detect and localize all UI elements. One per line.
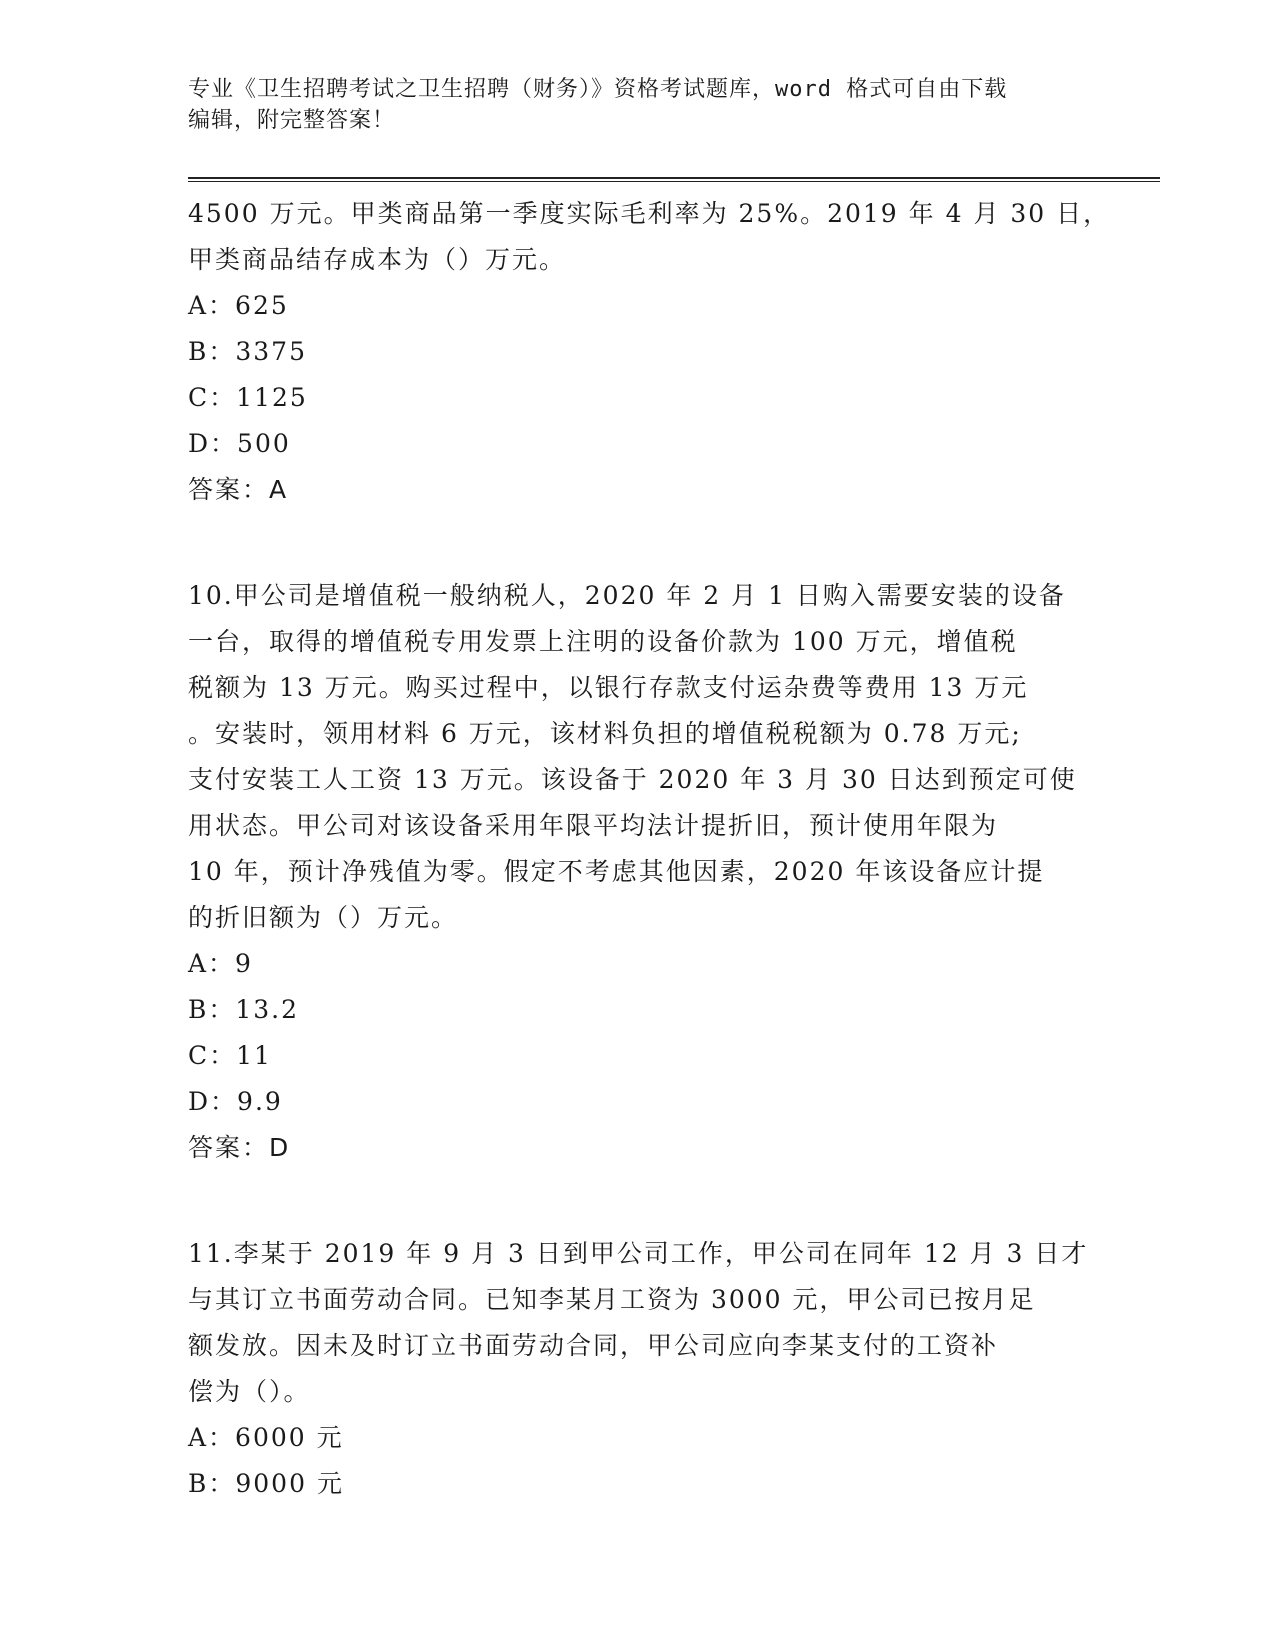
question-text-line: 10 年，预计净残值为零。假定不考虑其他因素，2020 年该设备应计提 (188, 857, 1045, 886)
question-text-line: 甲类商品结存成本为（）万元。 (188, 245, 567, 274)
document-header (188, 74, 1088, 136)
option-a: A：6000 元 (188, 1423, 344, 1452)
question-text-line: 额发放。因未及时订立书面劳动合同，甲公司应向李某支付的工资补 (188, 1331, 999, 1360)
option-d: D：9.9 (188, 1087, 283, 1116)
question-10 (188, 573, 1088, 1171)
option-a: A：625 (188, 291, 289, 320)
question-text-line: 的折旧额为（）万元。 (188, 903, 459, 932)
option-a: A：9 (188, 949, 253, 978)
option-b: B：3375 (188, 337, 307, 366)
option-b: B：9000 元 (188, 1469, 344, 1498)
question-text-line: 税额为 13 万元。购买过程中，以银行存款支付运杂费等费用 13 万元 (188, 673, 1029, 702)
option-b: B：13.2 (188, 995, 300, 1024)
question-text-line: 偿为（）。 (188, 1377, 311, 1406)
option-c: C：1125 (188, 383, 308, 412)
answer-line: 答案：A (188, 475, 289, 504)
question-11 (188, 1231, 1088, 1507)
question-text-line: 与其订立书面劳动合同。已知李某月工资为 3000 元，甲公司已按月足 (188, 1285, 1036, 1314)
question-text-line: 11.李某于 2019 年 9 月 3 日到甲公司工作，甲公司在同年 12 月 3 日才 (188, 1239, 1089, 1268)
answer-line: 答案：D (188, 1133, 291, 1162)
spacer (188, 513, 1088, 573)
option-d: D：500 (188, 429, 291, 458)
option-c: C：11 (188, 1041, 272, 1070)
spacer (188, 1171, 1088, 1231)
question-text-line: 4500 万元。甲类商品第一季度实际毛利率为 25%。2019 年 4 月 30 日， (188, 199, 1111, 228)
header-line-1: 专业《卫生招聘考试之卫生招聘（财务）》资格考试题库，word 格式可自由下载 (188, 77, 1008, 102)
question-text-line: 用状态。甲公司对该设备采用年限平均法计提折旧，预计使用年限为 (188, 811, 999, 840)
question-text-line: 一台，取得的增值税专用发票上注明的设备价款为 100 万元，增值税 (188, 627, 1018, 656)
question-text-line: 支付安装工人工资 13 万元。该设备于 2020 年 3 月 30 日达到预定可使 (188, 765, 1077, 794)
question-text-line: 10.甲公司是增值税一般纳税人，2020 年 2 月 1 日购入需要安装的设备 (188, 581, 1066, 610)
document-body (188, 191, 1111, 1507)
question-text-line: 。安装时，领用材料 6 万元，该材料负担的增值税税额为 0.78 万元; (188, 719, 1022, 748)
question-9 (188, 191, 1111, 513)
header-line-2: 编辑，附完整答案！ (188, 108, 396, 133)
header-divider (188, 177, 1160, 182)
